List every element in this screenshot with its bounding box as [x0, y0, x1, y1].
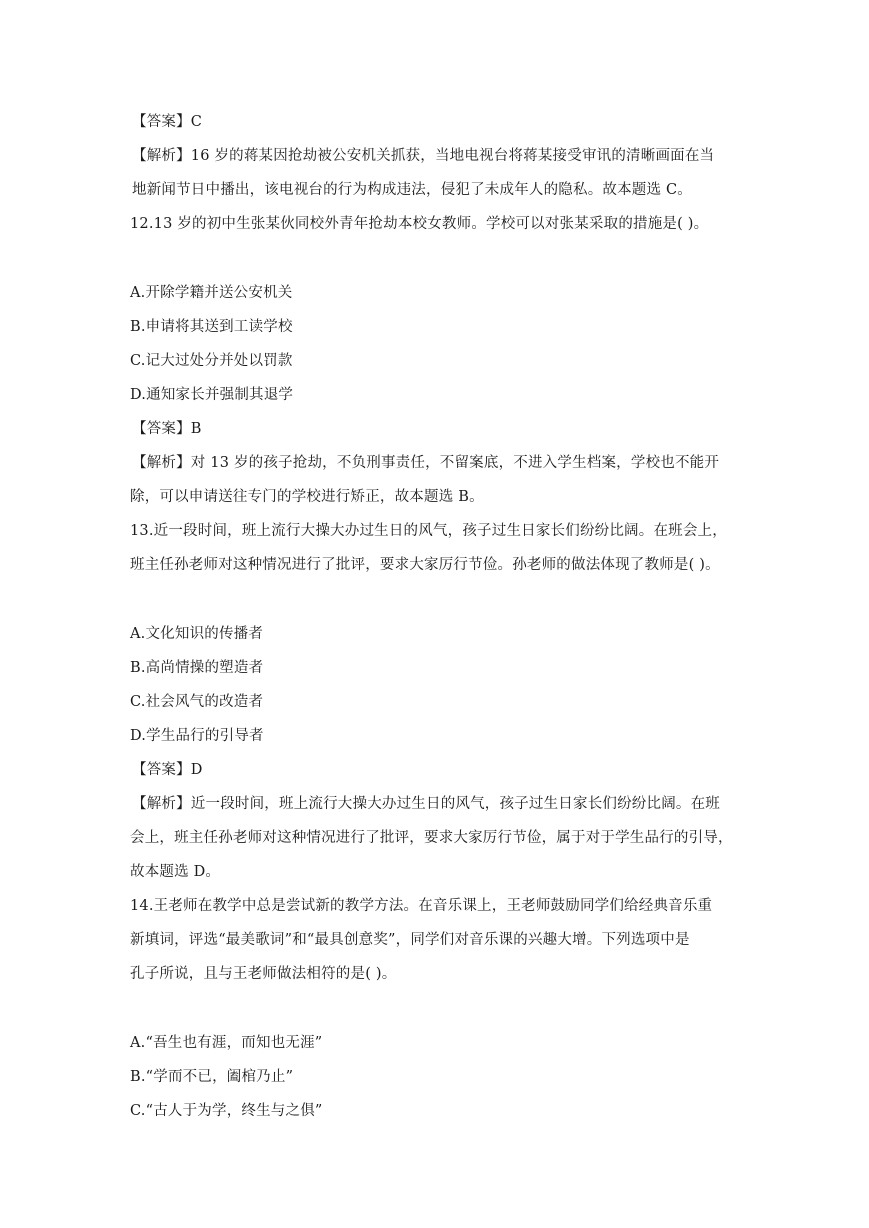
- q13-analysis-line3: 故本题选 D。: [130, 864, 221, 880]
- q14-option-c: C.“古人于为学，终生与之俱”: [130, 1103, 323, 1119]
- q14-stem-line2: 新填词，评选“最美歌词”和“最具创意奖”，同学们对音乐课的兴趣大增。下列选项中是: [130, 932, 690, 948]
- q13-stem-line1: 13.近一段时间，班上流行大操大办过生日的风气，孩子过生日家长们纷纷比阔。在班会上，: [130, 523, 727, 539]
- q13-option-b: B.高尚情操的塑造者: [130, 660, 264, 676]
- q14-stem-line3: 孔子所说，且与王老师做法相符的是( )。: [130, 966, 397, 982]
- q12-option-b: B.申请将其送到工读学校: [130, 319, 293, 335]
- q12-analysis-line2: 除，可以申请送往专门的学校进行矫正，故本题选 B。: [130, 489, 484, 505]
- q11-analysis-line1: 【解析】16 岁的蒋某因抢劫被公安机关抓获，当地电视台将蒋某接受审讯的清晰画面在当: [132, 148, 715, 164]
- q11-analysis-line2: 地新闻节日中播出，该电视台的行为构成违法，侵犯了未成年人的隐私。故本题选 C。: [132, 182, 693, 198]
- q13-answer: 【答案】D: [132, 762, 203, 778]
- q13-option-d: D.学生品行的引导者: [130, 728, 264, 744]
- q13-analysis-line2: 会上，班主任孙老师对这种情况进行了批评，要求大家厉行节俭，属于对于学生品行的引导，: [130, 830, 733, 846]
- q13-option-c: C.社会风气的改造者: [130, 694, 264, 710]
- q14-option-b: B.“学而不已，阖棺乃止”: [130, 1069, 294, 1085]
- q11-answer: 【答案】C: [132, 114, 203, 130]
- q12-answer: 【答案】B: [132, 421, 202, 437]
- q13-option-a: A.文化知识的传播者: [130, 626, 264, 642]
- q13-stem-line2: 班主任孙老师对这种情况进行了批评，要求大家厉行节俭。孙老师的做法体现了教师是( )。: [130, 557, 720, 573]
- q12-analysis-line1: 【解析】对 13 岁的孩子抢劫，不负刑事责任，不留案底，不进入学生档案，学校也不能开: [132, 455, 720, 471]
- q14-stem-line1: 14.王老师在教学中总是尝试新的教学方法。在音乐课上，王老师鼓励同学们给经典音乐重: [130, 898, 713, 914]
- q12-stem: 12.13 岁的初中生张某伙同校外青年抢劫本校女教师。学校可以对张某采取的措施是( )。: [130, 216, 709, 232]
- q12-option-d: D.通知家长并强制其退学: [130, 387, 294, 403]
- q12-option-c: C.记大过处分并处以罚款: [130, 353, 293, 369]
- q13-analysis-line1: 【解析】近一段时间，班上流行大操大办过生日的风气，孩子过生日家长们纷纷比阔。在班: [132, 796, 720, 812]
- q12-option-a: A.开除学籍并送公安机关: [130, 285, 293, 301]
- q14-option-a: A.“吾生也有涯，而知也无涯”: [130, 1035, 323, 1051]
